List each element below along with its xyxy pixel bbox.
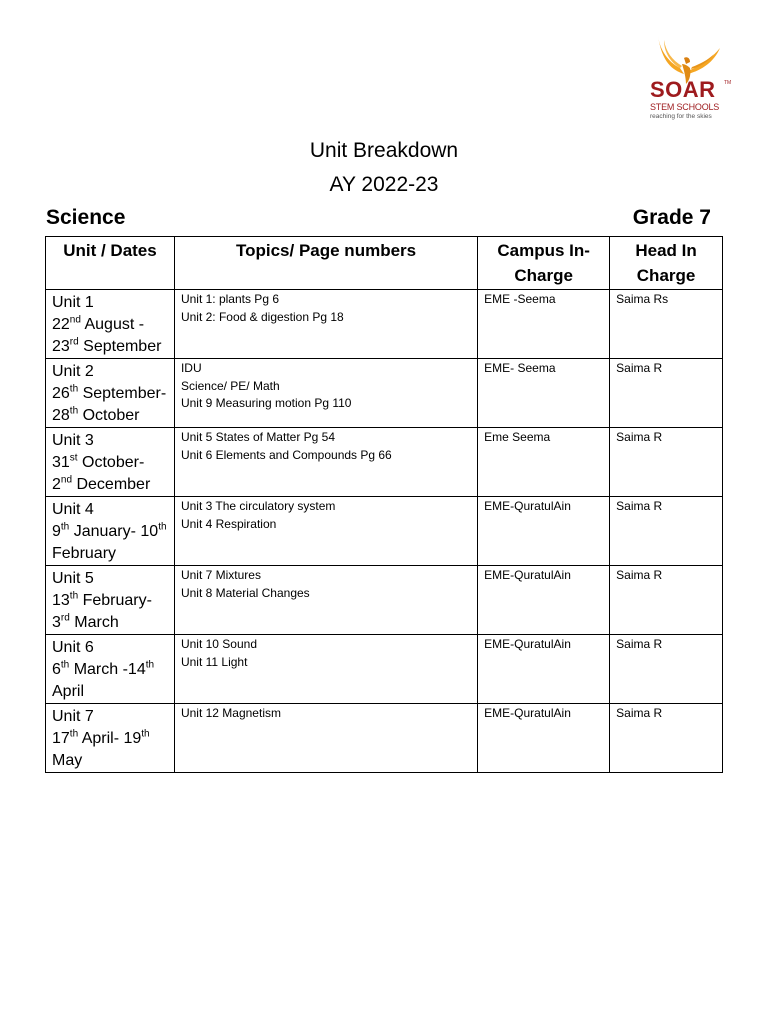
topics-cell xyxy=(174,359,477,428)
date-text: October xyxy=(78,407,140,424)
date-day: April xyxy=(52,683,85,700)
date-day: 2 xyxy=(52,476,61,493)
date-suffix: th xyxy=(141,728,150,740)
date-text: April- 19 xyxy=(78,730,142,747)
date-day: May xyxy=(52,752,83,769)
topics-cell xyxy=(174,497,477,566)
unit-breakdown-table xyxy=(45,236,723,773)
date-end xyxy=(52,474,174,496)
table-row xyxy=(46,635,723,704)
date-suffix: th xyxy=(60,521,70,533)
date-text: March xyxy=(69,614,119,631)
table-header-row xyxy=(46,237,723,290)
date-suffix: th xyxy=(69,728,79,740)
date-day: 22 xyxy=(52,316,70,333)
date-day: 28 xyxy=(52,407,70,424)
topic-line: Unit 7 Mixtures xyxy=(180,568,261,582)
campus-in-charge-cell: EME -Seema xyxy=(478,290,610,359)
topic-line: Unit 9 Measuring motion Pg 110 xyxy=(180,396,352,410)
date-day: 9 xyxy=(52,523,61,540)
table-row xyxy=(46,290,723,359)
topic-line: Unit 5 States of Matter Pg 54 xyxy=(180,430,336,444)
date-day: 13 xyxy=(52,592,70,609)
document-title: Unit Breakdown xyxy=(309,139,459,162)
date-suffix: th xyxy=(69,383,79,395)
topic-line: Unit 8 Material Changes xyxy=(180,585,310,600)
academic-year: AY 2022-23 xyxy=(329,173,439,196)
table-row xyxy=(46,428,723,497)
date-day: 31 xyxy=(52,454,70,471)
unit-label: Unit 7 xyxy=(52,708,94,725)
topics-cell xyxy=(174,566,477,635)
table-row xyxy=(46,566,723,635)
topic-line: Unit 6 Elements and Compounds Pg 66 xyxy=(180,447,392,462)
topics-cell xyxy=(174,635,477,704)
date-start xyxy=(52,659,174,681)
date-day: 6 xyxy=(52,661,61,678)
head-in-charge-cell: Saima R xyxy=(610,635,723,704)
topic-line: Unit 3 The circulatory system xyxy=(180,499,336,513)
unit-label: Unit 1 xyxy=(52,294,94,311)
unit-label: Unit 3 xyxy=(52,432,94,449)
topic-line: Science/ PE/ Math xyxy=(180,378,280,393)
subject-heading: Science xyxy=(46,206,126,229)
date-text: September- xyxy=(78,385,167,402)
date-day: 17 xyxy=(52,730,70,747)
date-start xyxy=(52,383,174,405)
unit-dates-cell xyxy=(46,428,175,497)
unit-dates-cell xyxy=(46,290,175,359)
date-suffix: th xyxy=(69,590,79,602)
topics-cell xyxy=(174,428,477,497)
campus-in-charge-cell: EME-QuratulAin xyxy=(478,635,610,704)
date-start xyxy=(52,521,174,543)
topic-line: Unit 1: plants Pg 6 xyxy=(180,292,279,306)
logo-wordmark: SOAR xyxy=(650,77,716,102)
date-suffix: nd xyxy=(69,314,81,326)
date-suffix: rd xyxy=(60,612,70,624)
date-start xyxy=(52,452,174,474)
head-in-charge-cell: Saima Rs xyxy=(610,290,723,359)
header-head-in-charge: Head In Charge xyxy=(610,237,723,290)
date-day: 23 xyxy=(52,338,70,355)
table-row xyxy=(46,359,723,428)
date-text: August - xyxy=(80,316,145,333)
head-in-charge-cell: Saima R xyxy=(610,497,723,566)
date-text: March -14 xyxy=(69,661,146,678)
header-topics: Topics/ Page numbers xyxy=(174,237,477,290)
logo-trademark: TM xyxy=(724,80,732,86)
topic-line: Unit 4 Respiration xyxy=(180,516,277,531)
date-suffix: nd xyxy=(60,474,73,486)
date-end xyxy=(52,336,174,358)
campus-in-charge-cell: Eme Seema xyxy=(478,428,610,497)
date-day: 26 xyxy=(52,385,70,402)
date-suffix: th xyxy=(69,405,79,417)
logo-tagline: reaching for the skies xyxy=(650,113,712,120)
topics-cell xyxy=(174,290,477,359)
date-start xyxy=(52,314,174,336)
head-in-charge-cell: Saima R xyxy=(610,704,723,773)
date-suffix: st xyxy=(69,452,78,464)
campus-in-charge-cell: EME-QuratulAin xyxy=(478,566,610,635)
date-suffix: rd xyxy=(69,336,79,348)
date-end xyxy=(52,612,174,634)
date-end xyxy=(52,543,174,565)
unit-dates-cell xyxy=(46,566,175,635)
unit-label: Unit 2 xyxy=(52,363,94,380)
header-campus-in-charge: Campus In-Charge xyxy=(478,237,610,290)
campus-in-charge-cell: EME-QuratulAin xyxy=(478,704,610,773)
date-text: February- xyxy=(78,592,152,609)
date-start xyxy=(52,728,174,750)
campus-in-charge-cell: EME-QuratulAin xyxy=(478,497,610,566)
header-unit-dates: Unit / Dates xyxy=(46,237,175,290)
unit-label: Unit 6 xyxy=(52,639,94,656)
date-day: 3 xyxy=(52,614,61,631)
date-day: February xyxy=(52,545,117,562)
unit-label: Unit 4 xyxy=(52,501,94,518)
unit-dates-cell xyxy=(46,704,175,773)
table-row xyxy=(46,704,723,773)
topic-line: Unit 11 Light xyxy=(180,654,248,669)
date-suffix: th xyxy=(145,659,155,671)
date-text: December xyxy=(72,476,151,493)
unit-dates-cell xyxy=(46,359,175,428)
soar-logo xyxy=(646,34,732,126)
head-in-charge-cell: Saima R xyxy=(610,428,723,497)
topic-line: Unit 2: Food & digestion Pg 18 xyxy=(180,309,344,324)
date-start xyxy=(52,590,174,612)
head-in-charge-cell: Saima R xyxy=(610,359,723,428)
topic-line: IDU xyxy=(180,361,202,375)
date-text: October- xyxy=(77,454,145,471)
topic-line: Unit 10 Sound xyxy=(180,637,257,651)
date-end xyxy=(52,405,174,427)
date-suffix: th xyxy=(158,521,167,533)
topic-line: Unit 12 Magnetism xyxy=(180,706,281,720)
unit-label: Unit 5 xyxy=(52,570,94,587)
table-row xyxy=(46,497,723,566)
unit-dates-cell xyxy=(46,635,175,704)
date-end xyxy=(52,681,174,703)
head-in-charge-cell: Saima R xyxy=(610,566,723,635)
date-text: January- 10 xyxy=(69,523,159,540)
grade-heading: Grade 7 xyxy=(632,206,711,229)
unit-dates-cell xyxy=(46,497,175,566)
logo-subtitle: STEM SCHOOLS xyxy=(650,102,720,112)
date-suffix: th xyxy=(60,659,70,671)
topics-cell xyxy=(174,704,477,773)
campus-in-charge-cell: EME- Seema xyxy=(478,359,610,428)
date-end xyxy=(52,750,174,772)
date-text: September xyxy=(78,338,162,355)
